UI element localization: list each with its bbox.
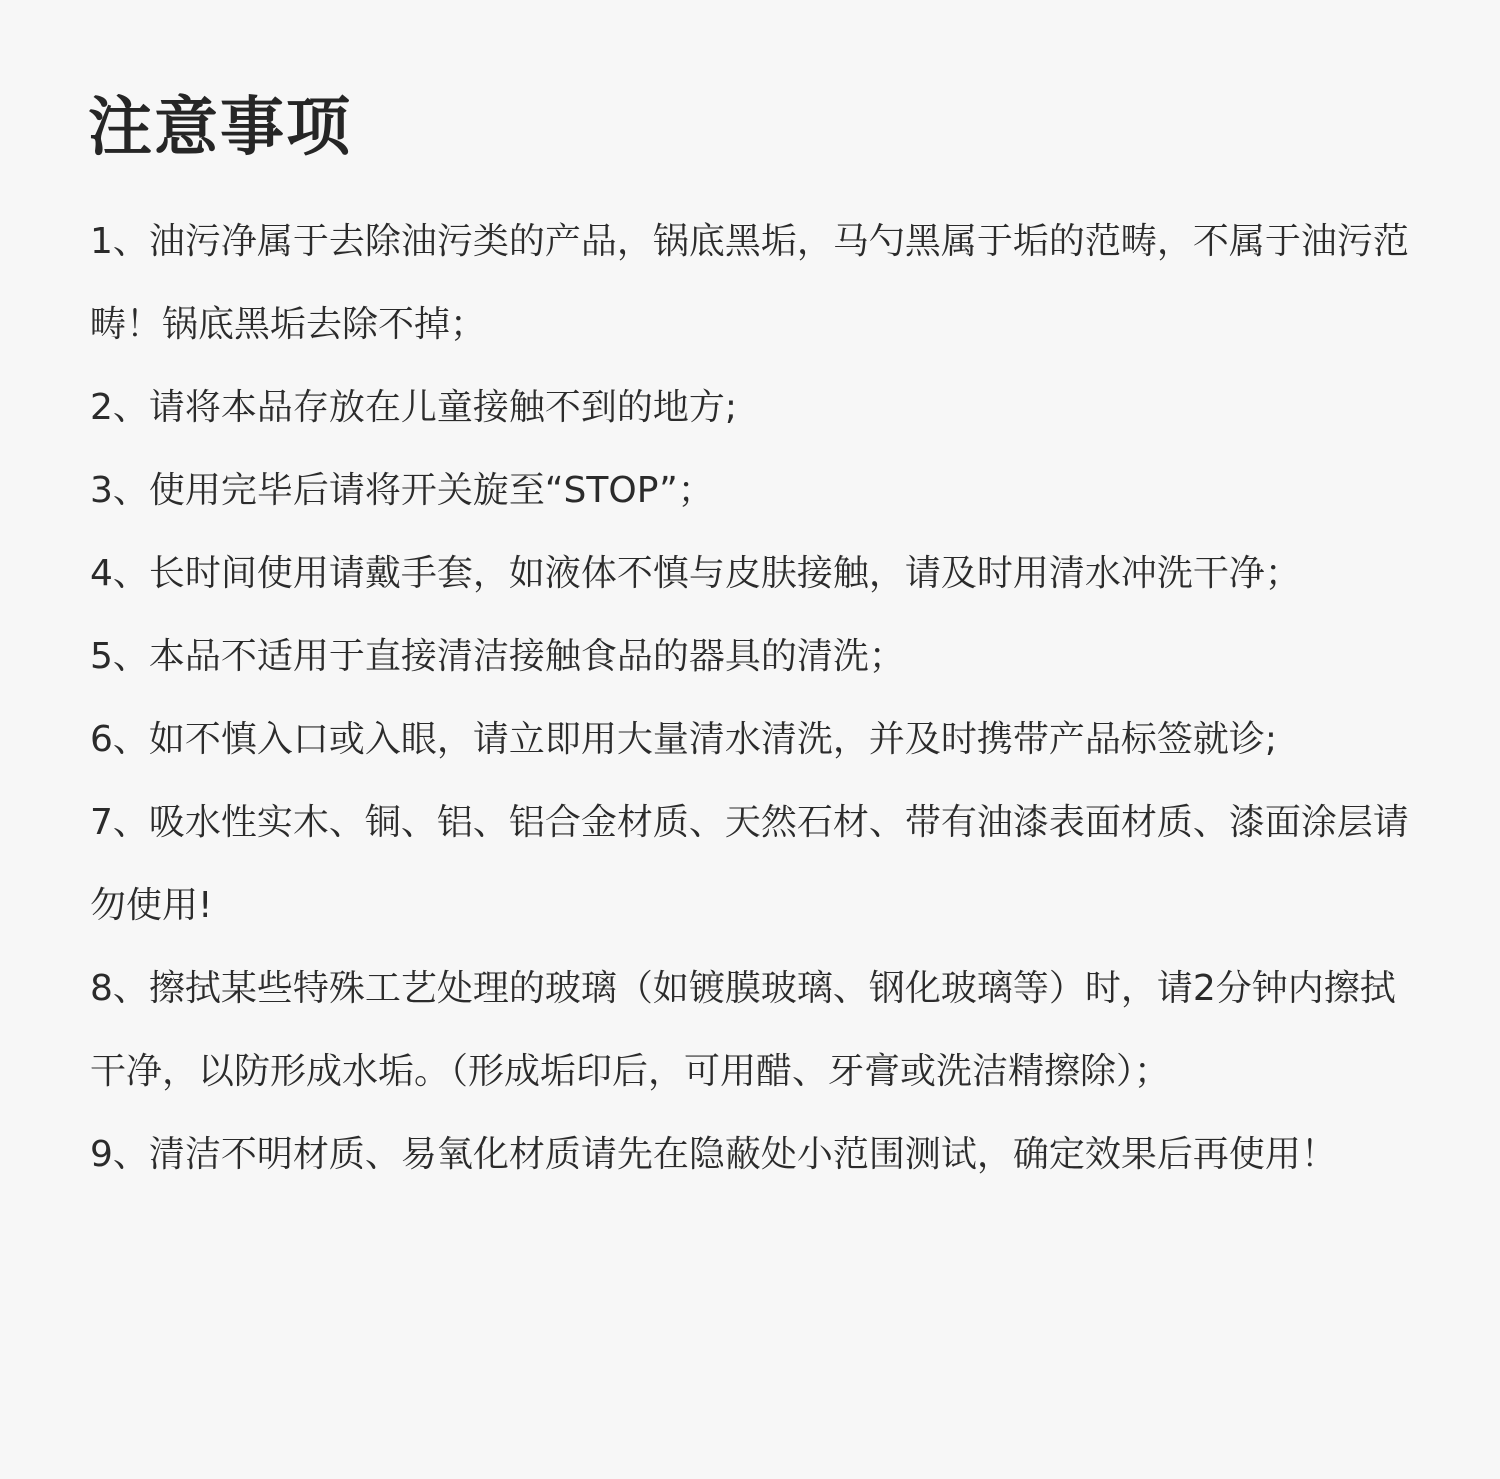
note-item-2: 2、请将本品存放在儿童接触不到的地方; — [90, 387, 738, 428]
note-item-5: 5、本品不适用于直接清洁接触食品的器具的清洗； — [90, 636, 905, 677]
note-item-3: 3、使用完毕后请将开关旋至“STOP”； — [90, 470, 714, 511]
note-item-8: 8、擦拭某些特殊工艺处理的玻璃（如镀膜玻璃、钢化玻璃等）时，请2分钟内擦拭干净，以防形成水垢。（形成垢印后，可用醋、牙膏或洗洁精擦除）； — [90, 968, 1396, 1092]
note-item-4: 4、长时间使用请戴手套，如液体不慎与皮肤接触，请及时用清水冲洗干净； — [90, 553, 1301, 594]
notes-list — [90, 200, 1410, 1196]
note-item-1: 1、油污净属于去除油污类的产品，锅底黑垢，马勺黑属于垢的范畴，不属于油污范畴！锅底黑垢去除不掉； — [90, 221, 1409, 345]
note-item-6: 6、如不慎入口或入眼，请立即用大量清水清洗，并及时携带产品标签就诊; — [90, 719, 1278, 760]
page-title: 注意事项 — [88, 91, 352, 165]
note-item-7: 7、吸水性实木、铜、铝、铝合金材质、天然石材、带有油漆表面材质、漆面涂层请勿使用! — [90, 802, 1409, 926]
note-item-9: 9、清洁不明材质、易氧化材质请先在隐蔽处小范围测试，确定效果后再使用！ — [90, 1134, 1337, 1175]
